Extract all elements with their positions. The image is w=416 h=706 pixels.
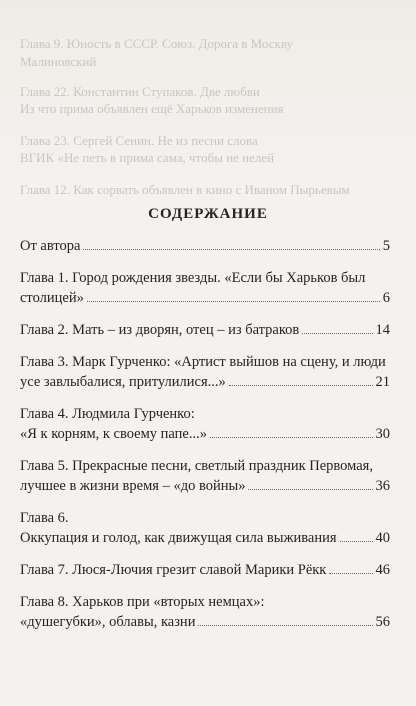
page-number: 14 — [375, 322, 390, 338]
toc-entry-line — [20, 508, 390, 528]
bleed-line: Глава 12. Как сорвать объявлен в кино с Иваном Пырьевым — [20, 182, 350, 197]
toc-entry-title-cont: «Я к корням, к своему папе...» — [20, 426, 207, 442]
toc-entry-title: Глава 5. Прекрасные песни, светлый праздник Первомая, — [20, 458, 373, 474]
toc-entry — [20, 320, 390, 340]
bleed-line: Из что прима объявлен ещё Харьков изменения — [20, 101, 284, 116]
page-number: 40 — [375, 530, 390, 546]
toc-entry-title: Глава 1. Город рождения звезды. «Если бы Харьков был — [20, 270, 366, 286]
toc-entry-line — [20, 456, 390, 476]
toc-entry-line — [20, 236, 390, 256]
bleed-line: Глава 22. Константин Ступаков. Две любви — [20, 84, 260, 99]
toc-entry — [20, 508, 390, 548]
bleed-line: Малиновский — [20, 54, 97, 69]
dot-leader — [83, 249, 379, 250]
toc-entry-line — [20, 424, 390, 444]
toc-entry — [20, 236, 390, 256]
page-number: 36 — [375, 478, 390, 494]
page-number: 56 — [375, 614, 390, 630]
toc-entry-title-cont: «душегубки», облавы, казни — [20, 614, 196, 630]
toc-entry-line — [20, 476, 390, 496]
dot-leader — [229, 385, 373, 386]
toc-entry — [20, 404, 390, 444]
page-number: 6 — [382, 290, 390, 306]
bleed-through-text — [0, 0, 416, 200]
toc-entry-line — [20, 352, 390, 372]
toc-entry — [20, 592, 390, 632]
toc-entry — [20, 268, 390, 308]
toc-entry-title: Глава 8. Харьков при «вторых немцах»: — [20, 594, 265, 610]
toc-entry — [20, 560, 390, 580]
toc-entry — [20, 352, 390, 392]
toc-entry-title-cont: Оккупация и голод, как движущая сила выживания — [20, 530, 337, 546]
page-number: 5 — [382, 238, 390, 254]
toc-entry-title: Глава 4. Людмила Гурченко: — [20, 406, 195, 422]
toc-entry-title: Глава 6. — [20, 510, 69, 526]
page-number: 30 — [375, 426, 390, 442]
page-number: 46 — [375, 562, 390, 578]
toc-entry-line — [20, 268, 390, 288]
toc-entry — [20, 456, 390, 496]
dot-leader — [329, 573, 372, 574]
toc-entry-line — [20, 528, 390, 548]
toc-entry-line — [20, 372, 390, 392]
toc-entry-line — [20, 320, 390, 340]
dot-leader — [248, 489, 372, 490]
toc-entry-title-cont: лучшее в жизни время – «до войны» — [20, 478, 246, 494]
bleed-line: Глава 9. Юность в СССР. Союз. Дорога в Москву — [20, 36, 294, 51]
toc-entry-title: Глава 3. Марк Гурченко: «Артист выйшов на сцену, и люди — [20, 354, 386, 370]
toc-entry-title: Глава 2. Мать – из дворян, отец – из батраков — [20, 322, 300, 338]
toc-entry-line — [20, 560, 390, 580]
toc-heading: СОДЕРЖАНИЕ — [148, 206, 268, 222]
toc-entry-line — [20, 612, 390, 632]
bleed-line: Глава 23. Сергей Сенин. Не из песни слова — [20, 133, 258, 148]
dot-leader — [198, 625, 372, 626]
dot-leader — [87, 301, 380, 302]
bleed-line: ВГИК «Не петь в прима сама, чтобы не нелей — [20, 150, 275, 165]
dot-leader — [210, 437, 373, 438]
dot-leader — [302, 333, 372, 334]
toc-entry-title: От автора — [20, 238, 81, 254]
toc-list — [20, 236, 390, 644]
toc-entry-line — [20, 288, 390, 308]
toc-entry-title-cont: столицей» — [20, 290, 84, 306]
dot-leader — [340, 541, 373, 542]
toc-entry-line — [20, 592, 390, 612]
toc-entry-line — [20, 404, 390, 424]
toc-entry-title: Глава 7. Люся-Лючия грезит славой Марики Рёкк — [20, 562, 327, 578]
toc-entry-title-cont: усе завлыбалися, притулилися...» — [20, 374, 226, 390]
page-number: 21 — [375, 374, 390, 390]
